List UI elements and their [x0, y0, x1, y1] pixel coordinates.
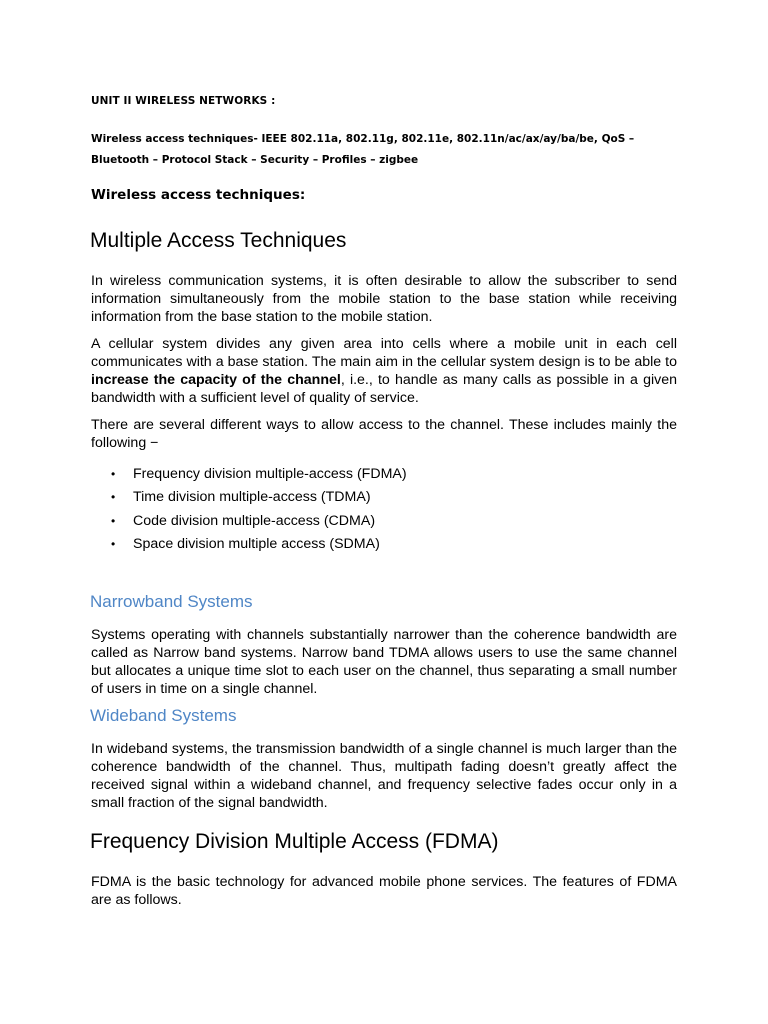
list-item — [91, 511, 677, 534]
paragraph-cellular — [91, 335, 677, 407]
paragraph-cellular-text-start: A cellular system divides any given area into cells where a mobile unit in each cell communicates with a base station. The main aim in the cellular system design is to be able to — [91, 336, 677, 370]
list-item-label: Frequency division multiple-access (FDMA) — [133, 466, 407, 482]
syllabus-topics: Wireless access techniques- IEEE 802.11a, 802.11g, 802.11e, 802.11n/ac/ax/ay/ba/be, QoS – Bluetooth – Protocol Stack – Security – Profiles – zigbee — [91, 133, 635, 166]
unit-title: UNIT II WIRELESS NETWORKS : — [91, 95, 276, 107]
heading-fdma: Frequency Division Multiple Access (FDMA) — [90, 830, 499, 853]
paragraph-access-ways: There are several different ways to allow access to the channel. These includes mainly the following − — [91, 417, 677, 451]
heading-wideband: Wideband Systems — [90, 706, 237, 725]
heading-multiple-access: Multiple Access Techniques — [90, 229, 347, 252]
list-item-label: Space division multiple access (SDMA) — [133, 535, 380, 552]
paragraph-narrowband: Systems operating with channels substantially narrower than the coherence bandwidth are called as Narrow band systems. Narrow band TDMA allows users to use the same channel but allocates a unique time slot to each user on the channel, thus separating a small number of users in time on a single channel. — [91, 627, 677, 697]
bullet-icon: • — [111, 490, 116, 505]
bullet-icon: • — [111, 536, 116, 551]
paragraph-fdma: FDMA is the basic technology for advanced mobile phone services. The features of FDMA are as follows. — [91, 874, 677, 908]
list-item — [91, 464, 677, 487]
bullet-icon: • — [111, 467, 116, 481]
paragraph-cellular-emphasis: increase the capacity of the channel — [91, 372, 341, 388]
access-technique-list — [91, 464, 677, 557]
list-item-label: Time division multiple-access (TDMA) — [133, 489, 371, 506]
section-label: Wireless access techniques: — [91, 187, 306, 203]
list-item-label: Code division multiple-access (CDMA) — [133, 512, 376, 529]
heading-narrowband: Narrowband Systems — [90, 592, 253, 611]
paragraph-wideband: In wideband systems, the transmission bandwidth of a single channel is much larger than the coherence bandwidth of the channel. Thus, multipath fading doesn’t greatly affect the received signal within a wideband channel, and frequency selective fades occur only in a small fraction of the signal bandwidth. — [91, 741, 677, 811]
paragraph-cellular-text-end: , i.e., to handle as many calls as possible in a given bandwidth with a sufficient level of quality of service. — [91, 372, 677, 406]
bullet-icon: • — [111, 513, 116, 528]
list-item — [91, 487, 677, 510]
list-item — [91, 534, 677, 557]
paragraph-intro: In wireless communication systems, it is often desirable to allow the subscriber to send information simultaneously from the mobile station to the base station while receiving information from the base station to the mobile station. — [91, 273, 677, 325]
